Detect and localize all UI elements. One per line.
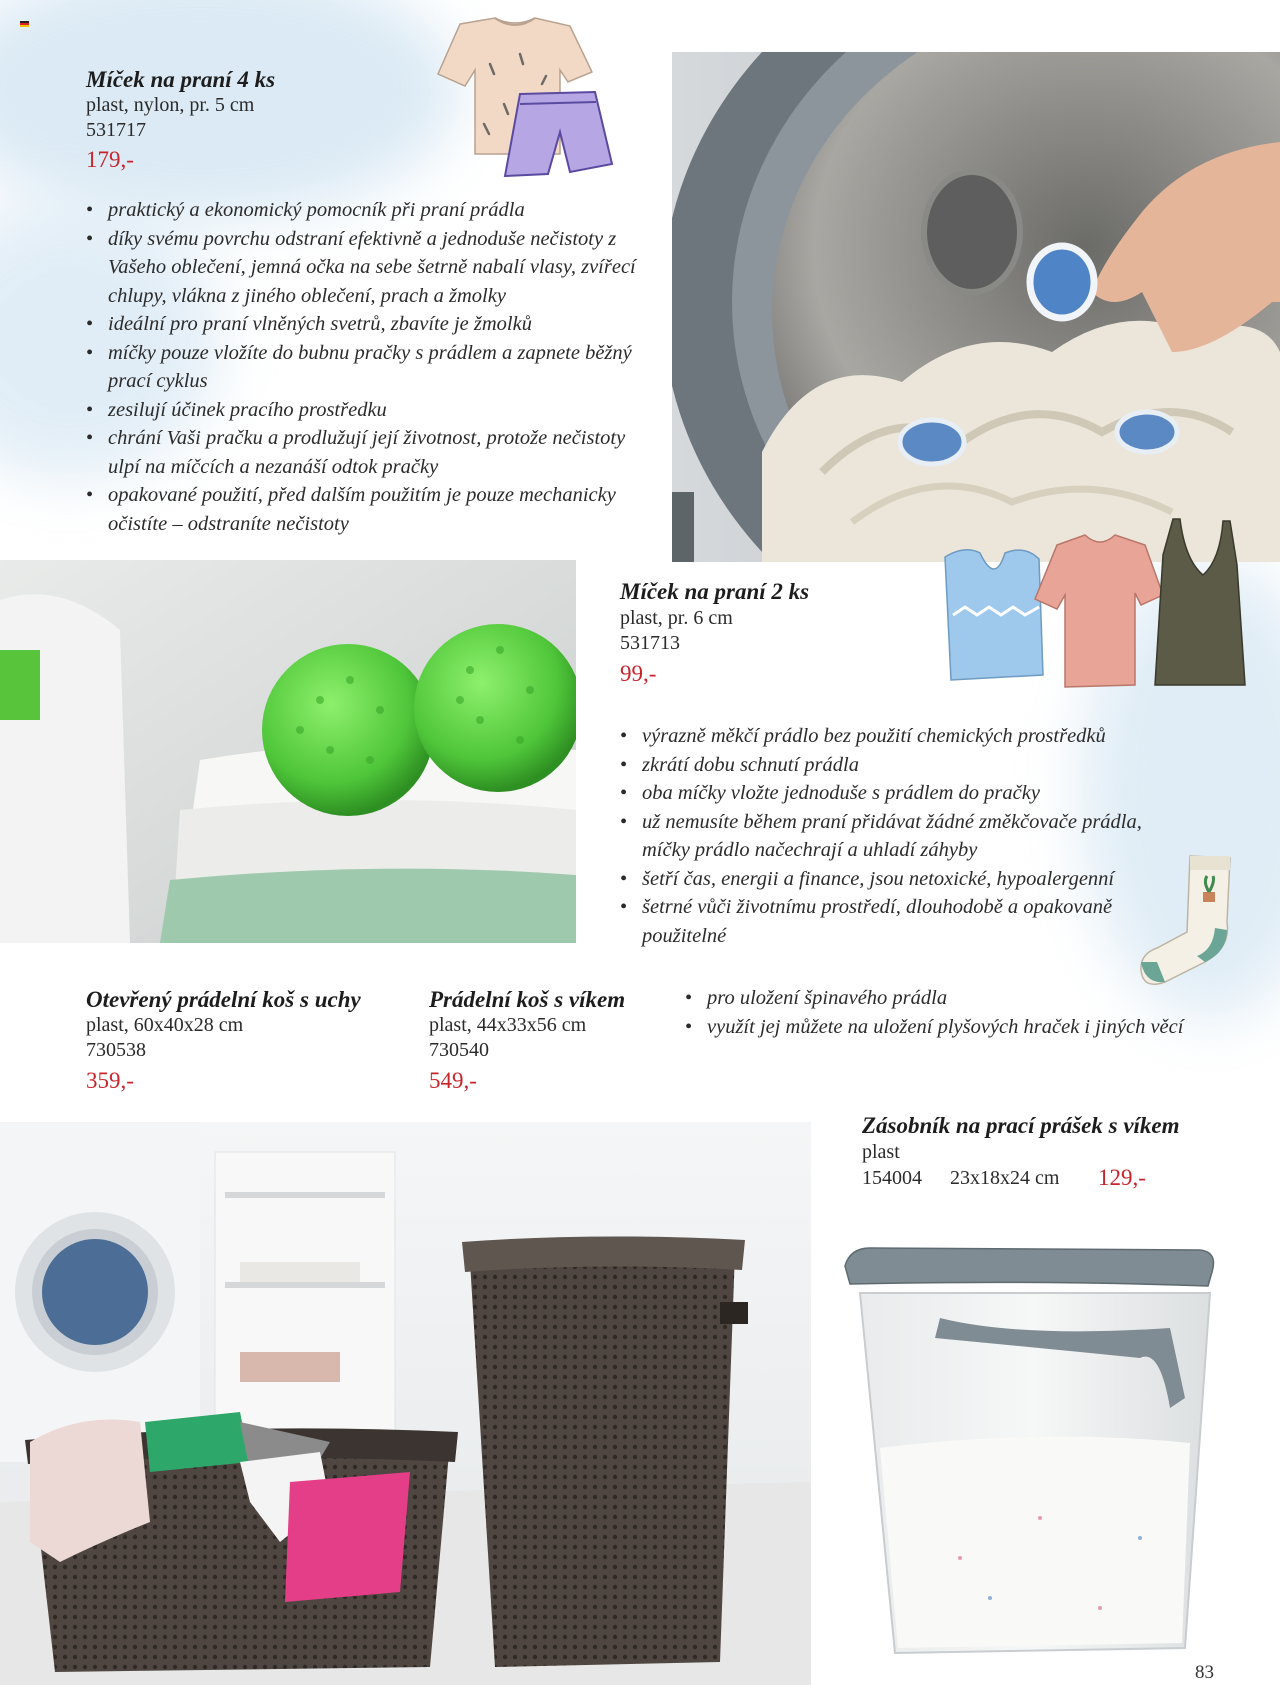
product1-features bbox=[86, 196, 646, 538]
tshirt2-shape bbox=[1035, 535, 1163, 687]
product3-code: 730538 bbox=[86, 1039, 146, 1061]
dryer-ball-right bbox=[414, 624, 576, 792]
product1-price: 179,- bbox=[86, 147, 134, 172]
flag-icon bbox=[20, 21, 29, 27]
product2-feature: • šetří čas, energii a finance, jsou netoxické, hypoalergenní bbox=[620, 865, 1180, 894]
basket-features bbox=[685, 984, 1245, 1041]
clothes-illustration-top bbox=[420, 14, 630, 189]
product3-title: Otevřený prádelní koš s uchy bbox=[86, 987, 361, 1012]
product2-feature: • zkrátí dobu schnutí prádla bbox=[620, 751, 1180, 780]
lidded-basket-shape bbox=[470, 1252, 735, 1667]
tank-top-shape bbox=[1155, 519, 1245, 685]
product2-feature: • šetrné vůči životnímu prostředí, dlouhodobě a opakovaně použitelné bbox=[620, 893, 1180, 950]
detergent-container-photo bbox=[840, 1238, 1220, 1658]
product5-material: plast bbox=[862, 1141, 900, 1163]
product2-feature: • výrazně měkčí prádlo bez použití chemických prostředků bbox=[620, 722, 1180, 751]
product1-feature: • praktický a ekonomický pomocník při praní prádla bbox=[86, 196, 646, 225]
product1-title: Míček na praní 4 ks bbox=[86, 67, 276, 92]
product5-code: 154004 bbox=[862, 1167, 922, 1189]
product4-code: 730540 bbox=[429, 1039, 489, 1061]
product1-feature: • opakované použití, před dalším použitím je pouze mechanicky očistíte – odstraníte nečistoty bbox=[86, 481, 646, 538]
product3-material: plast, 60x40x28 cm bbox=[86, 1014, 244, 1036]
basket-feature: • využít jej můžete na uložení plyšových hraček i jiných věcí bbox=[685, 1013, 1245, 1042]
container-lid bbox=[845, 1248, 1214, 1286]
product2-material: plast, pr. 6 cm bbox=[620, 607, 733, 629]
product2-feature: • už nemusíte během praní přidávat žádné změkčovače prádla, míčky prádlo načechrají a uhladí záhyby bbox=[620, 808, 1180, 865]
product1-feature: • zesilují účinek pracího prostředku bbox=[86, 396, 646, 425]
product3-price: 359,- bbox=[86, 1068, 134, 1093]
product1-feature: • díky svému povrchu odstraní efektivně a jednoduše nečistoty z Vašeho oblečení, jemná očka na sebe šetrně nabalí vlasy, zvířecí chlupy, vlákna z jiného oblečení, prach a žmolky bbox=[86, 225, 646, 311]
product4-price: 549,- bbox=[429, 1068, 477, 1093]
laundry-baskets-photo bbox=[0, 1122, 811, 1685]
product1-feature: • míčky pouze vložíte do bubnu pračky s prádlem a zapnete běžný prací cyklus bbox=[86, 339, 646, 396]
washing-machine-photo bbox=[672, 52, 1280, 562]
product1-feature: • ideální pro praní vlněných svetrů, zbavíte je žmolků bbox=[86, 310, 646, 339]
product2-title: Míček na praní 2 ks bbox=[620, 579, 810, 604]
product2-price: 99,- bbox=[620, 661, 657, 686]
product5-price: 129,- bbox=[1098, 1165, 1146, 1190]
product4-title: Prádelní koš s víkem bbox=[429, 987, 626, 1012]
dryer-ball-left bbox=[262, 644, 434, 816]
product2-code: 531713 bbox=[620, 632, 680, 654]
product1-material: plast, nylon, pr. 5 cm bbox=[86, 94, 255, 116]
product4-material: plast, 44x33x56 cm bbox=[429, 1014, 587, 1036]
product1-feature: • chrání Vaši pračku a prodlužují její životnost, protože nečistoty ulpí na míčcích a nezanáší odtok pračky bbox=[86, 424, 646, 481]
dryer-balls-photo bbox=[0, 560, 576, 943]
product5-title: Zásobník na prací prášek s víkem bbox=[862, 1113, 1180, 1138]
product2-feature: • oba míčky vložte jednoduše s prádlem do pračky bbox=[620, 779, 1180, 808]
page-number: 83 bbox=[1195, 1662, 1214, 1683]
basket-feature: • pro uložení špinavého prádla bbox=[685, 984, 1245, 1013]
product2-features bbox=[620, 722, 1180, 950]
sock-illustration bbox=[1135, 852, 1240, 992]
product1-code: 531717 bbox=[86, 119, 146, 141]
clothes-illustration-middle bbox=[935, 515, 1250, 693]
product5-dimensions: 23x18x24 cm bbox=[950, 1167, 1060, 1189]
vest-shape bbox=[945, 550, 1043, 680]
